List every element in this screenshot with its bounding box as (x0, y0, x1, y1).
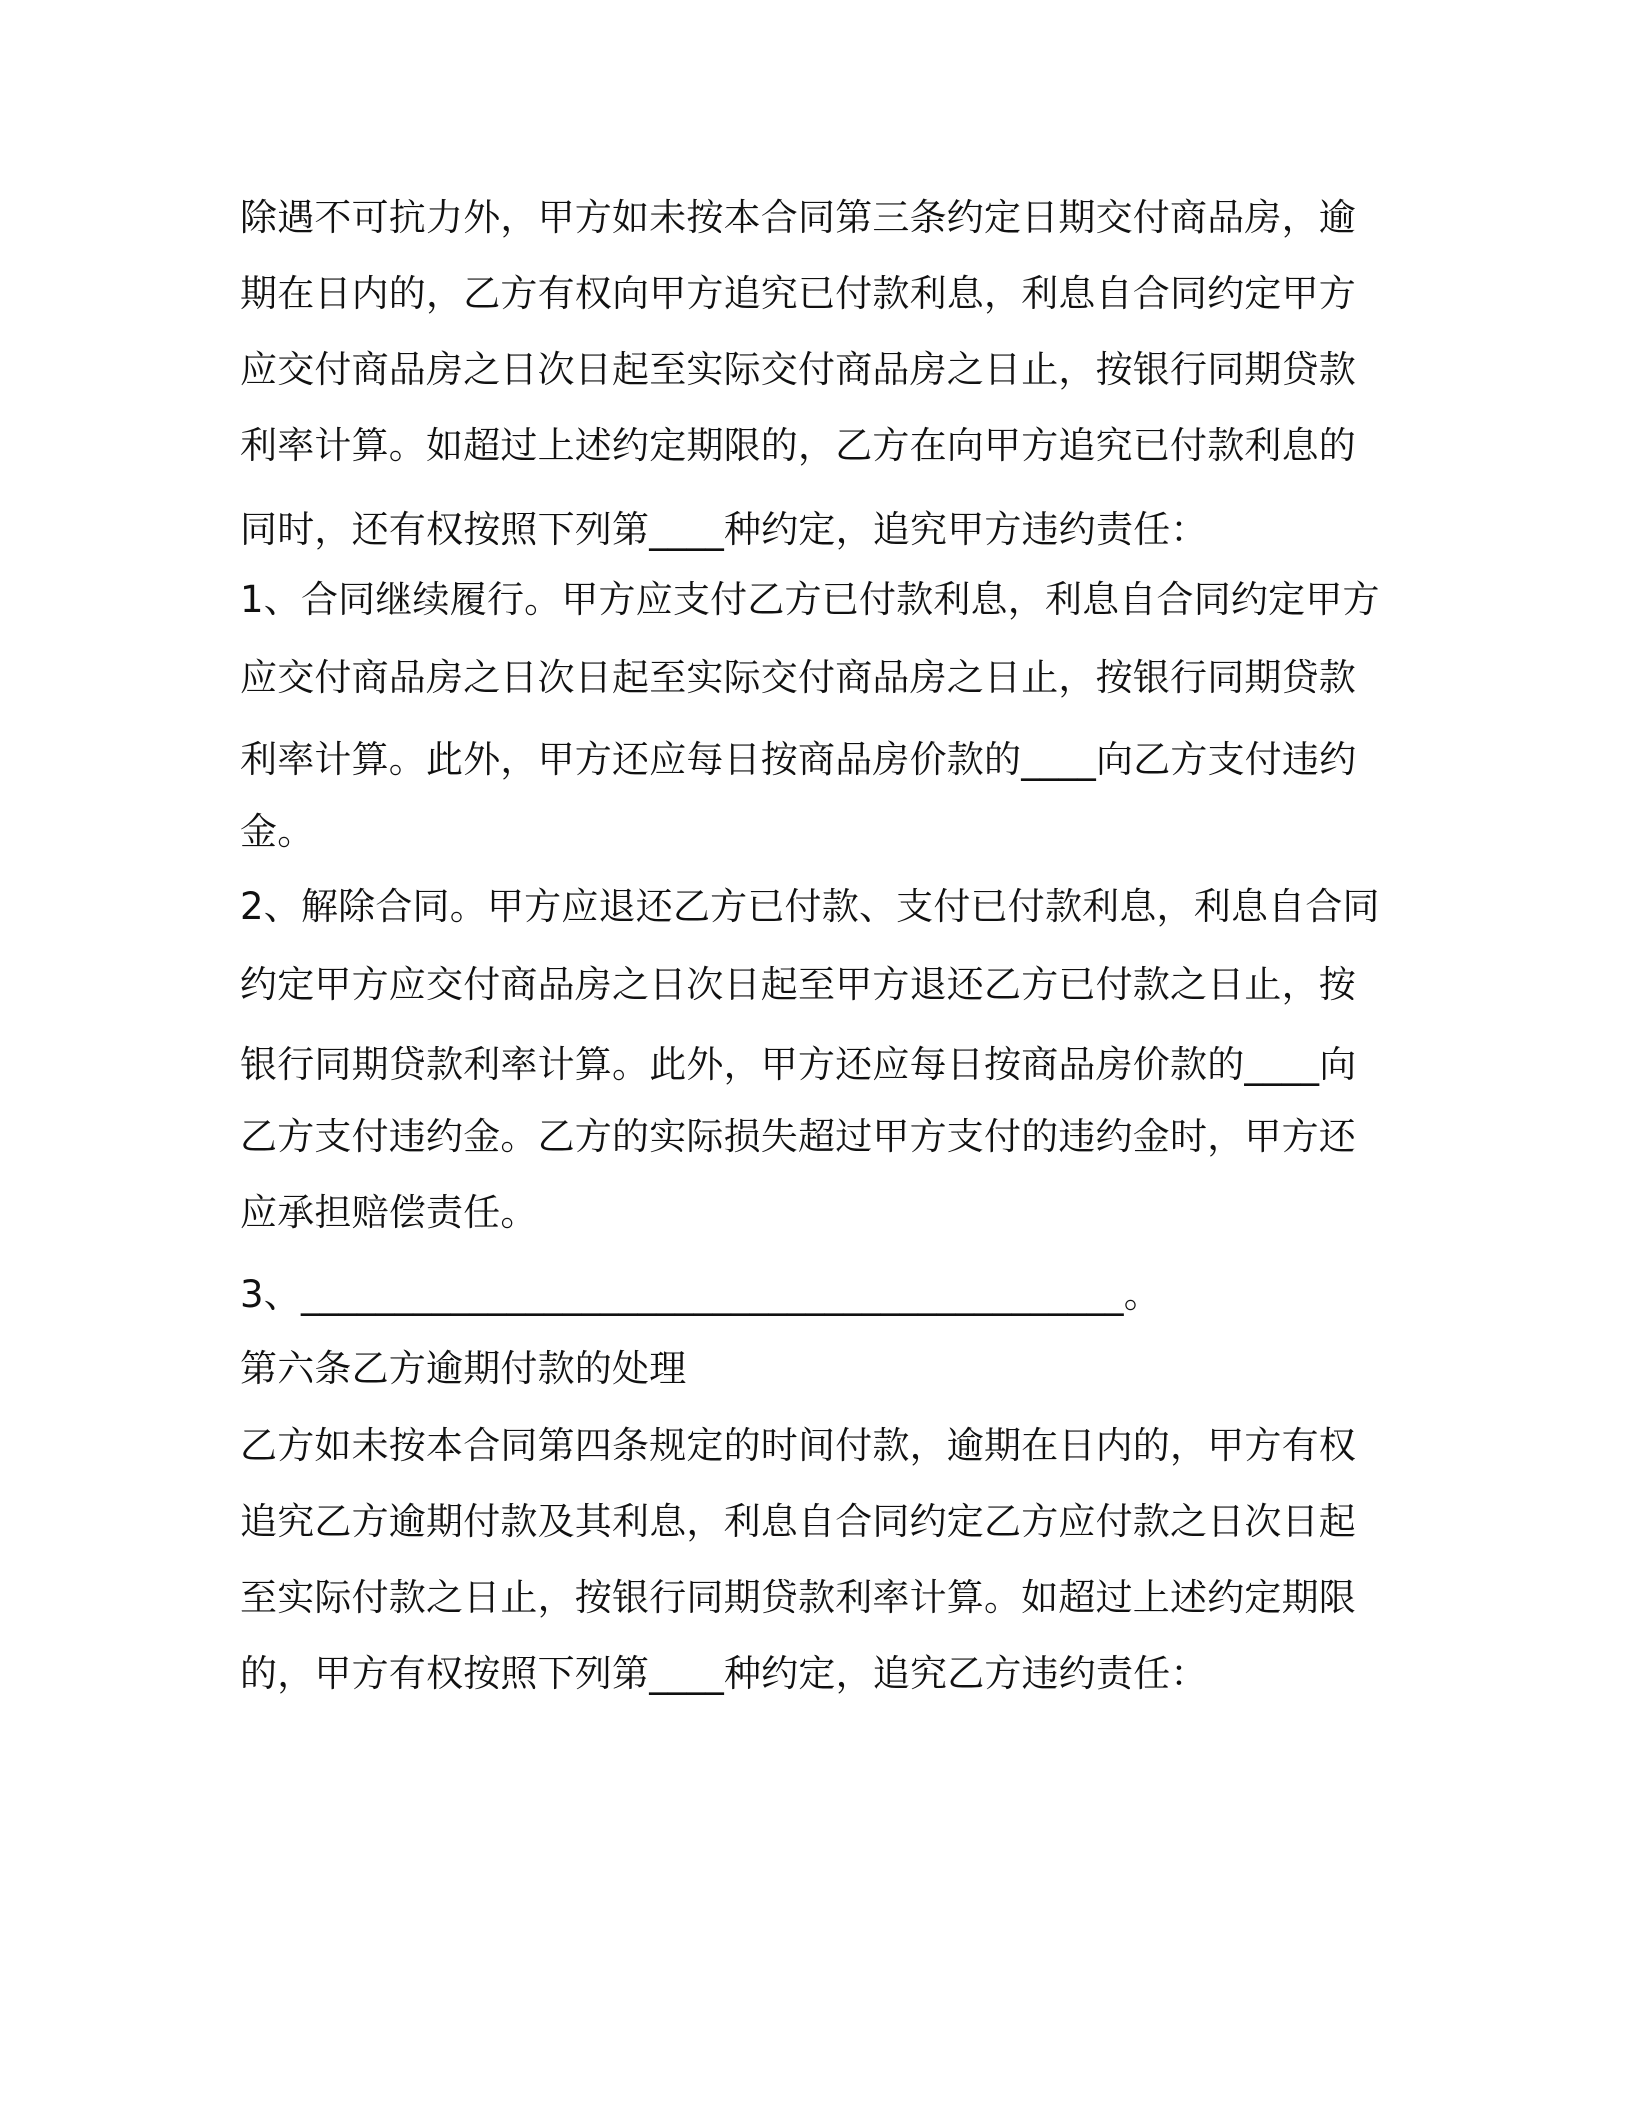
paragraph-line: 的，甲方有权按照下列第____种约定，追究乙方违约责任： (240, 1652, 1208, 1695)
paragraph-line: 追究乙方逾期付款及其利息，利息自合同约定乙方应付款之日次日起 (240, 1500, 1356, 1543)
paragraph-line: 应交付商品房之日次日起至实际交付商品房之日止，按银行同期贷款 (240, 348, 1356, 391)
list-item-line: 约定甲方应交付商品房之日次日起至甲方退还乙方已付款之日止，按 (240, 963, 1356, 1006)
paragraph-line: 期在日内的，乙方有权向甲方追究已付款利息，利息自合同约定甲方 (240, 272, 1356, 315)
paragraph-line: 同时，还有权按照下列第____种约定，追究甲方违约责任： (240, 508, 1208, 551)
list-item-line: 应交付商品房之日次日起至实际交付商品房之日止，按银行同期贷款 (240, 656, 1356, 699)
list-item-line: 2、解除合同。甲方应退还乙方已付款、支付已付款利息，利息自合同 (240, 885, 1380, 928)
list-item-line: 金。 (240, 810, 315, 853)
list-item-line: 应承担赔偿责任。 (240, 1191, 538, 1234)
paragraph-line: 至实际付款之日止，按银行同期贷款利率计算。如超过上述约定期限 (240, 1576, 1356, 1619)
list-item-line: 利率计算。此外，甲方还应每日按商品房价款的____向乙方支付违约 (240, 738, 1357, 781)
section-heading: 第六条乙方逾期付款的处理 (240, 1347, 687, 1390)
list-item-line: 乙方支付违约金。乙方的实际损失超过甲方支付的违约金时，甲方还 (240, 1115, 1356, 1158)
list-item-line: 1、合同继续履行。甲方应支付乙方已付款利息，利息自合同约定甲方 (240, 578, 1380, 621)
paragraph-line: 除遇不可抗力外，甲方如未按本合同第三条约定日期交付商品房，逾 (240, 196, 1356, 239)
list-item-line: 银行同期贷款利率计算。此外，甲方还应每日按商品房价款的____向 (240, 1043, 1357, 1086)
paragraph-line: 利率计算。如超过上述约定期限的，乙方在向甲方追究已付款利息的 (240, 424, 1356, 467)
list-item-line: 3、____________________________________________。 (240, 1273, 1161, 1316)
paragraph-line: 乙方如未按本合同第四条规定的时间付款，逾期在日内的，甲方有权 (240, 1424, 1356, 1467)
